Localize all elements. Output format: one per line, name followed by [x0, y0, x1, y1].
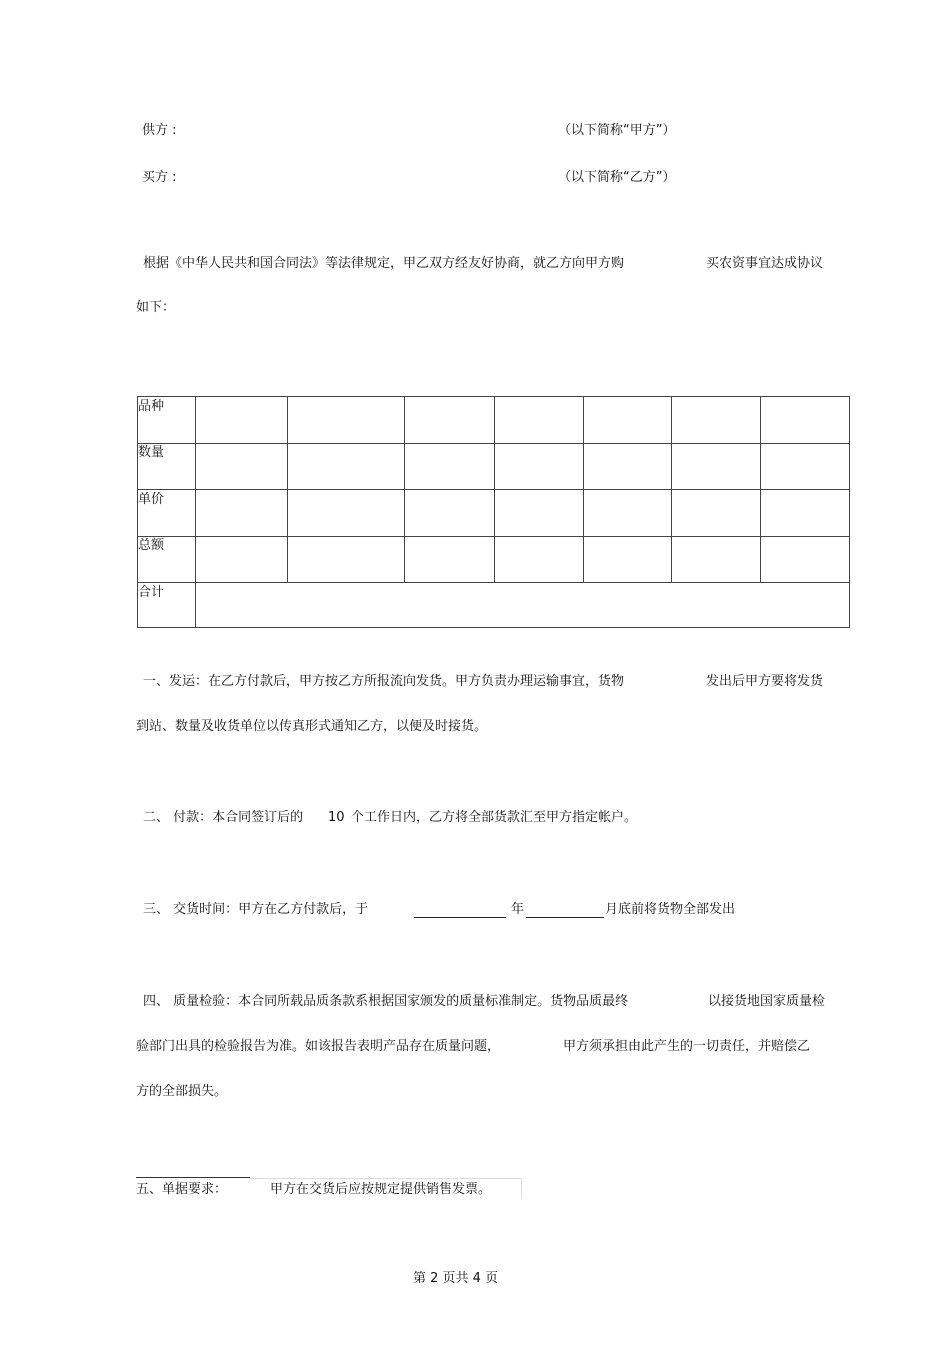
clause-3-text-a: 三、 交货时间：甲方在乙方付款后，于	[143, 902, 369, 917]
month-blank-line	[526, 917, 604, 918]
intro-line-1b: 买农资事宜达成协议	[706, 256, 824, 271]
buyer-label: 买方 :	[142, 170, 177, 185]
clause-4-line-3: 方的全部损失。	[136, 1084, 228, 1099]
clause-3-year: 年	[511, 902, 525, 917]
clause-2-text-a: 二、 付款：本合同签订后的	[143, 810, 304, 825]
table-row-label-amount: 总额	[138, 538, 165, 553]
clause-4-line-1b: 以接货地国家质量检	[708, 994, 826, 1009]
clause-3-text-b: 月底前将货物全部发出	[605, 902, 736, 917]
table-col-divider	[583, 397, 584, 582]
year-blank-line	[414, 917, 506, 918]
clause-5-text: 甲方在交货后应按规定提供销售发票。	[270, 1182, 492, 1197]
page-number: 第 2 页共 4 页	[413, 1271, 499, 1286]
intro-line-2: 如下：	[136, 300, 176, 315]
goods-table	[137, 396, 850, 628]
table-col-divider	[404, 397, 405, 582]
table-col-divider	[494, 397, 495, 582]
clause-2-days: 10	[328, 810, 345, 825]
clause-2-text-b: 个工作日内，乙方将全部货款汇至甲方指定帐户。	[351, 810, 638, 825]
clause-1-line-2: 到站、数量及收货单位以传真形式通知乙方，以便及时接货。	[136, 719, 488, 734]
table-col-divider	[760, 397, 761, 582]
clause-4-line-2a: 验部门出具的检验报告为准。如该报告表明产品存在质量问题，	[136, 1039, 501, 1054]
clause-5-top-rule	[136, 1177, 250, 1178]
table-row-divider	[138, 582, 849, 583]
supplier-label: 供方 :	[142, 123, 177, 138]
table-col-divider	[195, 397, 196, 627]
clause-1-line-1b: 发出后甲方要将发货	[706, 674, 824, 689]
clause-1-line-1a: 一、发运：在乙方付款后，甲方按乙方所报流向发货。甲方负责办理运输事宜，货物	[143, 674, 625, 689]
table-row-label-unit-price: 单价	[138, 492, 165, 507]
table-col-divider	[671, 397, 672, 582]
supplier-alias-note: （以下简称“甲方”）	[558, 123, 676, 138]
buyer-alias-note: （以下简称“乙方”）	[558, 170, 676, 185]
clause-4-line-1a: 四、 质量检验：本合同所载品质条款系根据国家颁发的质量标准制定。货物品质最终	[143, 994, 629, 1009]
table-col-divider	[287, 397, 288, 582]
intro-line-1a: 根据《中华人民共和国合同法》等法律规定，甲乙双方经友好协商，就乙方向甲方购	[143, 256, 625, 271]
table-row-label-quantity: 数量	[138, 445, 165, 460]
table-row-label-variety: 品种	[138, 399, 165, 414]
clause-4-line-2b: 甲方须承担由此产生的一切责任，并赔偿乙	[563, 1039, 811, 1054]
clause-5-label: 五、单据要求：	[136, 1182, 228, 1197]
table-row-label-total: 合计	[138, 585, 165, 600]
